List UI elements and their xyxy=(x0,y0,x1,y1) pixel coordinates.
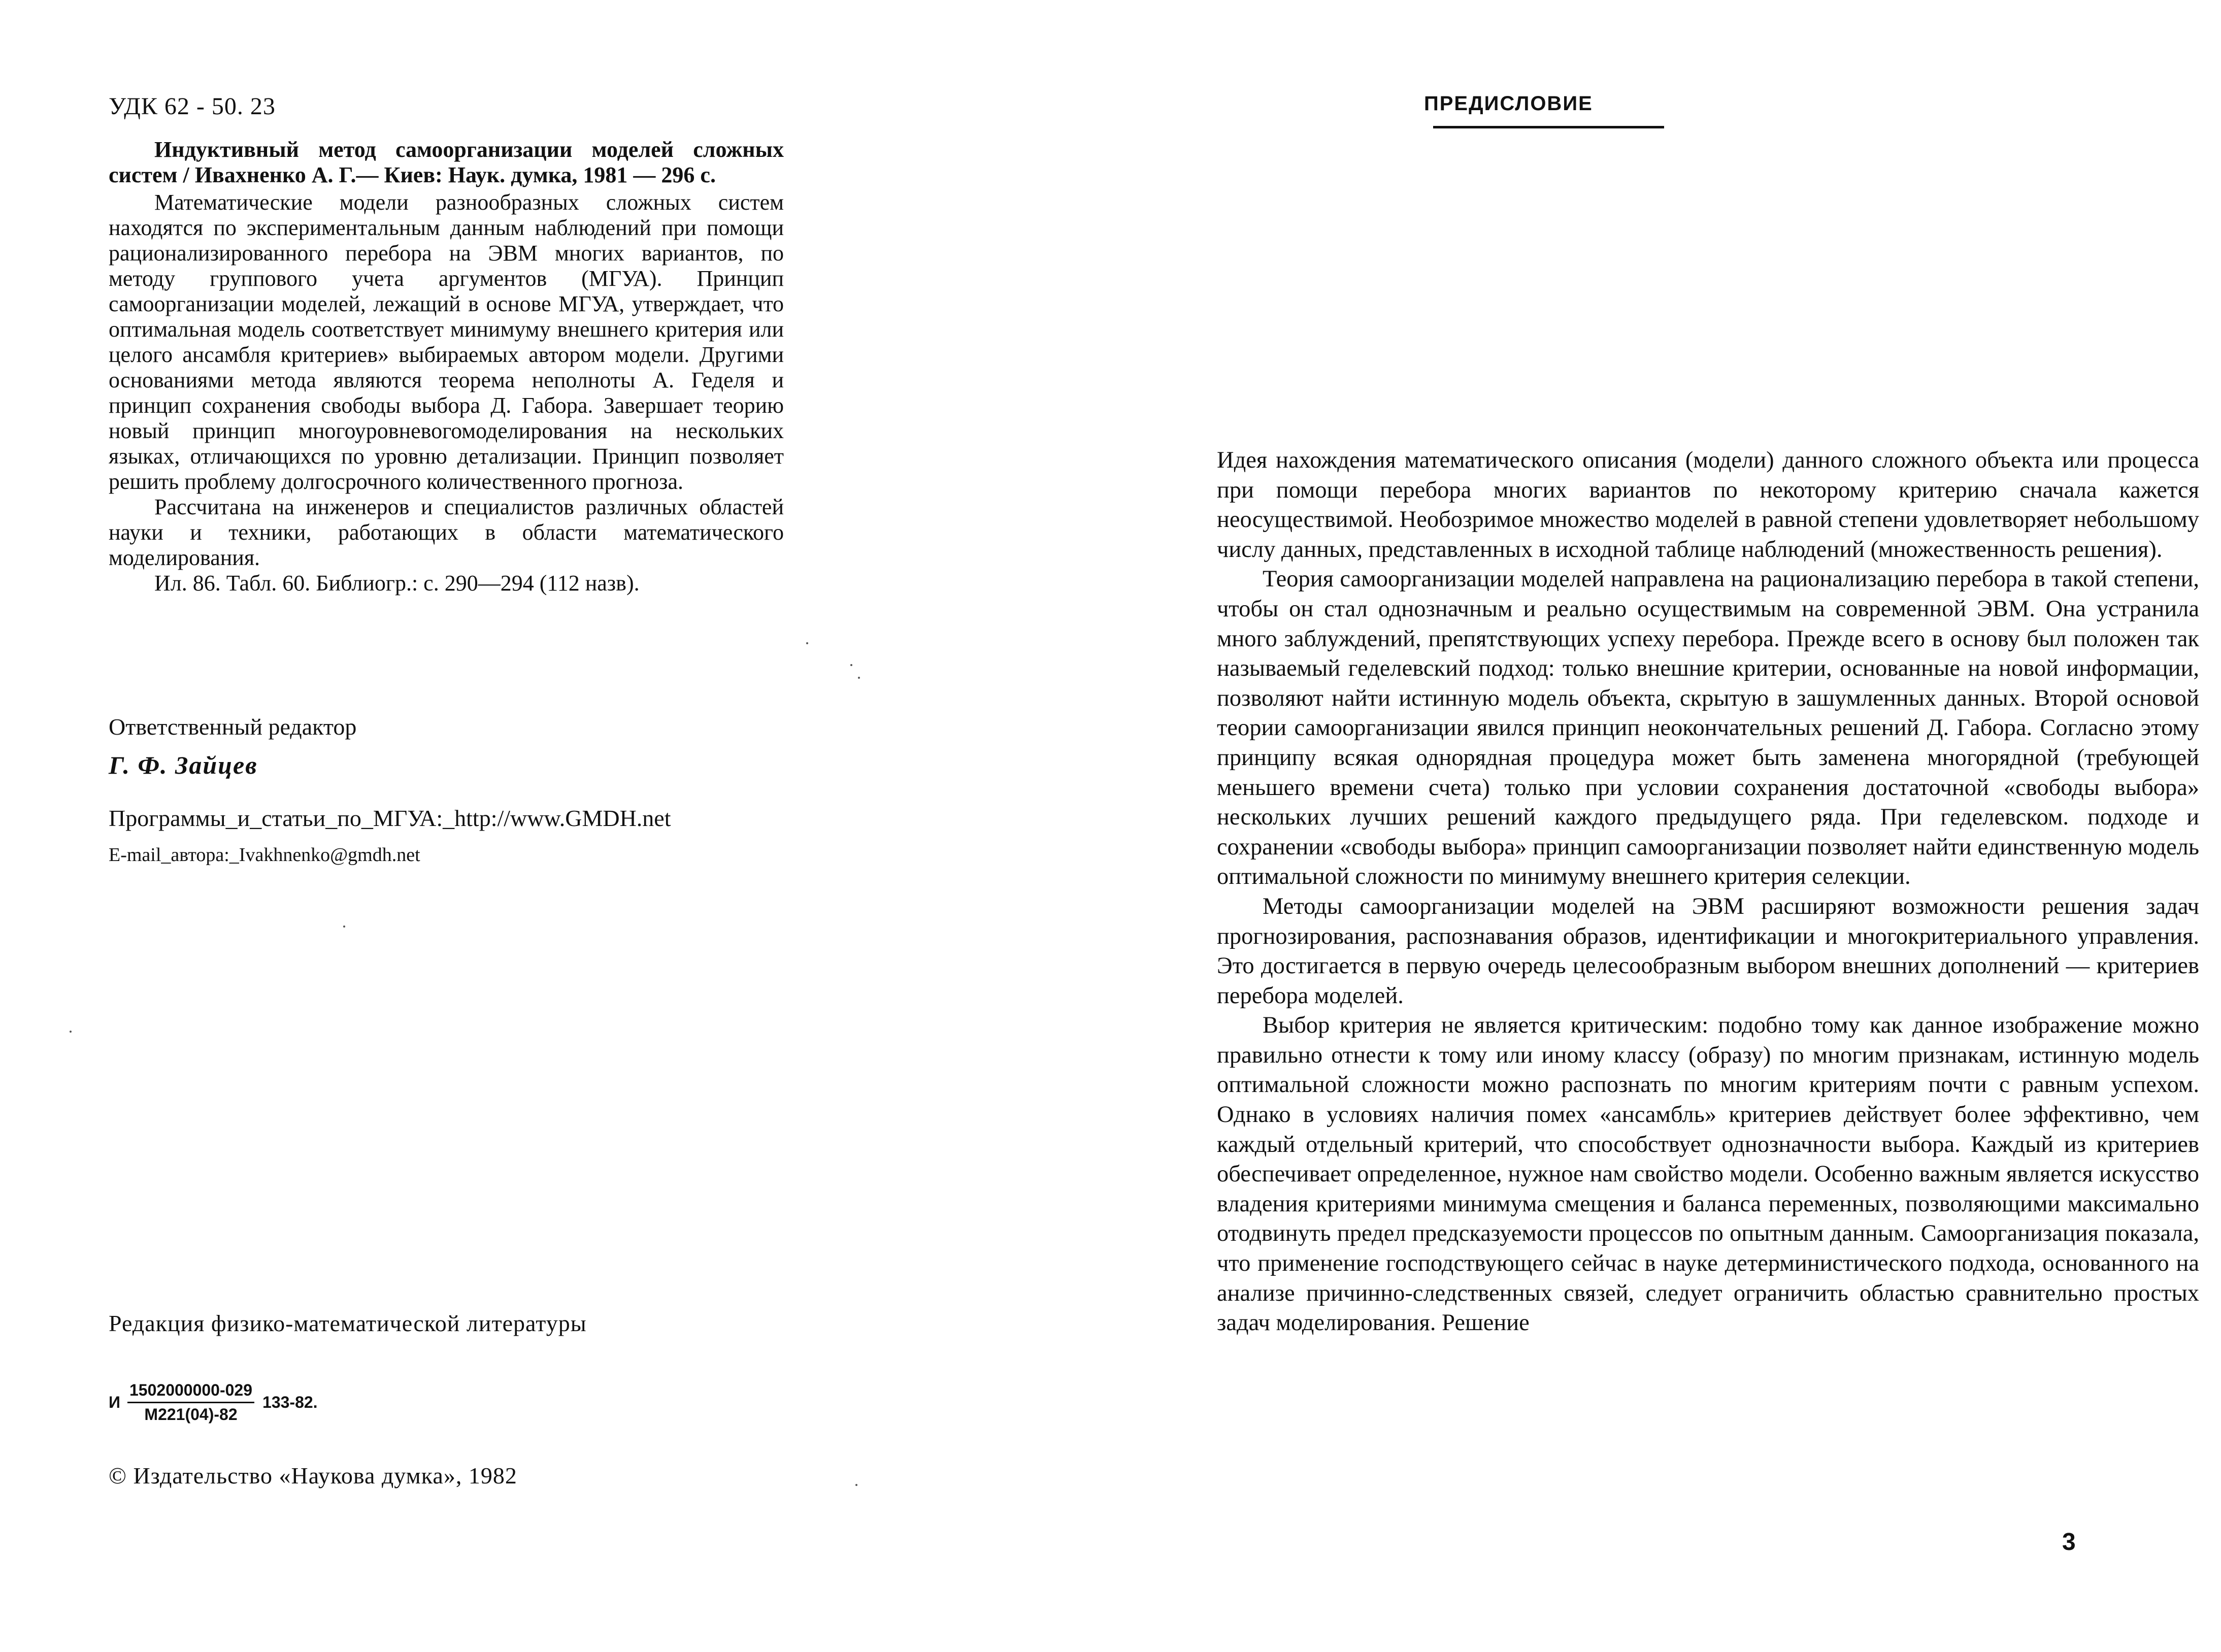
scan-speck xyxy=(858,677,860,679)
scan-speck xyxy=(850,664,852,666)
right-page xyxy=(1107,0,2221,1652)
scan-speck xyxy=(855,1484,857,1486)
editor-name: Г. Ф. Зайцев xyxy=(109,751,258,779)
udk-code: УДК 62 - 50. 23 xyxy=(109,93,276,120)
abstract-paragraph: Математические модели разнообразных сложных систем находятся по экспериментальным данным наблюдений при помощи рационализированного перебора на ЭВМ многих вариантов, по методу группового учета аргументов (МГУА). Принцип самоорганизации моделей, лежащий в основе МГУА, утверждает, что оптимальная модель соответствует минимуму внешнего критерия или целого ансамбля критериев» выбираемых автором модели. Другими основаниями метода являются теорема неполноты А. Геделя и принцип сохранения свободы выбора Д. Габора. Завершает теорию новый принцип многоуровневогомоделирования на нескольких языках, отличающихся по уровню детализации. Принцип позволяет решить проблему долгосрочного количественного прогноза. xyxy=(109,190,784,494)
publication-code xyxy=(109,1381,318,1424)
programs-link-line: Программы_и_статьи_по_МГУА:_http://www.GMDH.net xyxy=(109,805,671,831)
code-suffix: 133-82. xyxy=(262,1393,318,1411)
audience-paragraph: Рассчитана на инженеров и специалистов различных областей науки и техники, работающих в области математического моделирования. xyxy=(109,494,784,570)
preface-paragraph: Идея нахождения математического описания (модели) данного сложного объекта или процесса при помощи перебора многих вариантов по некоторому критерию сначала кажется неосуществимой. Необозримое множество моделей в равной степени удовлетворяет небольшому числу данных, представленных в исходной таблице наблюдений (множественность решения). xyxy=(1217,447,2199,563)
code-fraction xyxy=(127,1381,254,1424)
scan-speck xyxy=(70,1031,72,1033)
editor-label: Ответственный редактор xyxy=(109,714,357,740)
preface-body xyxy=(1217,446,2199,1338)
left-page xyxy=(0,0,1107,1652)
preface-paragraph: Методы самоорганизации моделей на ЭВМ расширяют возможности решения задач прогнозирования, распознавания образов, идентификации и многокритериального управления. Это достигается в первую очередь целесообразным выбором внешних дополнений — критериев перебора моделей. xyxy=(1217,893,2199,1009)
scan-speck xyxy=(806,642,808,644)
redaction-line: Редакция физико-математической литературы xyxy=(109,1310,587,1336)
illustrations-paragraph: Ил. 86. Табл. 60. Библиогр.: с. 290—294 (112 назв). xyxy=(154,571,640,596)
code-denominator: M221(04)-82 xyxy=(144,1405,238,1424)
copyright-line: © Издательство «Наукова думка», 1982 xyxy=(109,1463,517,1489)
bibliographic-record xyxy=(109,137,784,596)
bibliographic-title: Индуктивный метод самоорганизации моделей сложных систем / Ивахненко А. Г.— Киев: Наук. думка, 1981 — 296 с. xyxy=(109,137,784,187)
author-email-line: E-mail_автора:_Ivakhnenko@gmdh.net xyxy=(109,844,420,866)
preface-paragraph: Теория самоорганизации моделей направлена на рационализацию перебора в такой степени, чтобы он стал однозначным и реально осуществимым на современной ЭВМ. Она устранила много заблуждений, препятствующих успеху перебора. Прежде всего в основу был положен так называемый геделевский подход: только внешние критерии, основанные на новой информации, позволяют найти истинную модель объекта, скрытую в зашумленных данных. Второй основой теории самоорганизации явился принцип неокончательных решений Д. Габора. Согласно этому принципу всякая однорядная процедура может быть заменена многорядной (требующей меньшего времени счета) только при условии сохранения достаточной «свободы выбора» нескольких лучших решений каждого предыдущего ряда. При геделевском. подходе и сохранении «свободы выбора» принцип самоорганизации позволяет найти единственную модель оптимальной сложности по минимуму внешнего критерия селекции. xyxy=(1217,566,2199,890)
preface-paragraph: Выбор критерия не является критическим: подобно тому как данное изображение можно правильно отнести к тому или иному классу (образу) по многим признакам, истинную модель оптимальной сложности можно распознать по многим критериям почти с равным успехом. Однако в условиях наличия помех «ансамбль» критериев действует более эффективно, чем каждый отдельный критерий, что способствует однозначности выбора. Каждый из критериев обеспечивает определенное, нужное нам свойство модели. Особенно важным является искусство владения критериями минимума смещения и баланса переменных, позволяющими максимально отодвинуть предел предсказуемости процессов по опытным данным. Самоорганизация показала, что применение господствующего сейчас в науке детерминистического подхода, основанного на анализе причинно-следственных связей, следует ограничить областью сравнительно простых задач моделирования. Решение xyxy=(1217,1012,2199,1336)
heading-underline xyxy=(1433,126,1664,128)
scan-speck xyxy=(343,926,345,928)
page-number: 3 xyxy=(2062,1529,2076,1556)
code-numerator: 1502000000-029 xyxy=(127,1381,254,1403)
preface-heading: ПРЕДИСЛОВИЕ xyxy=(1424,92,1593,115)
code-prefix: И xyxy=(109,1393,120,1411)
